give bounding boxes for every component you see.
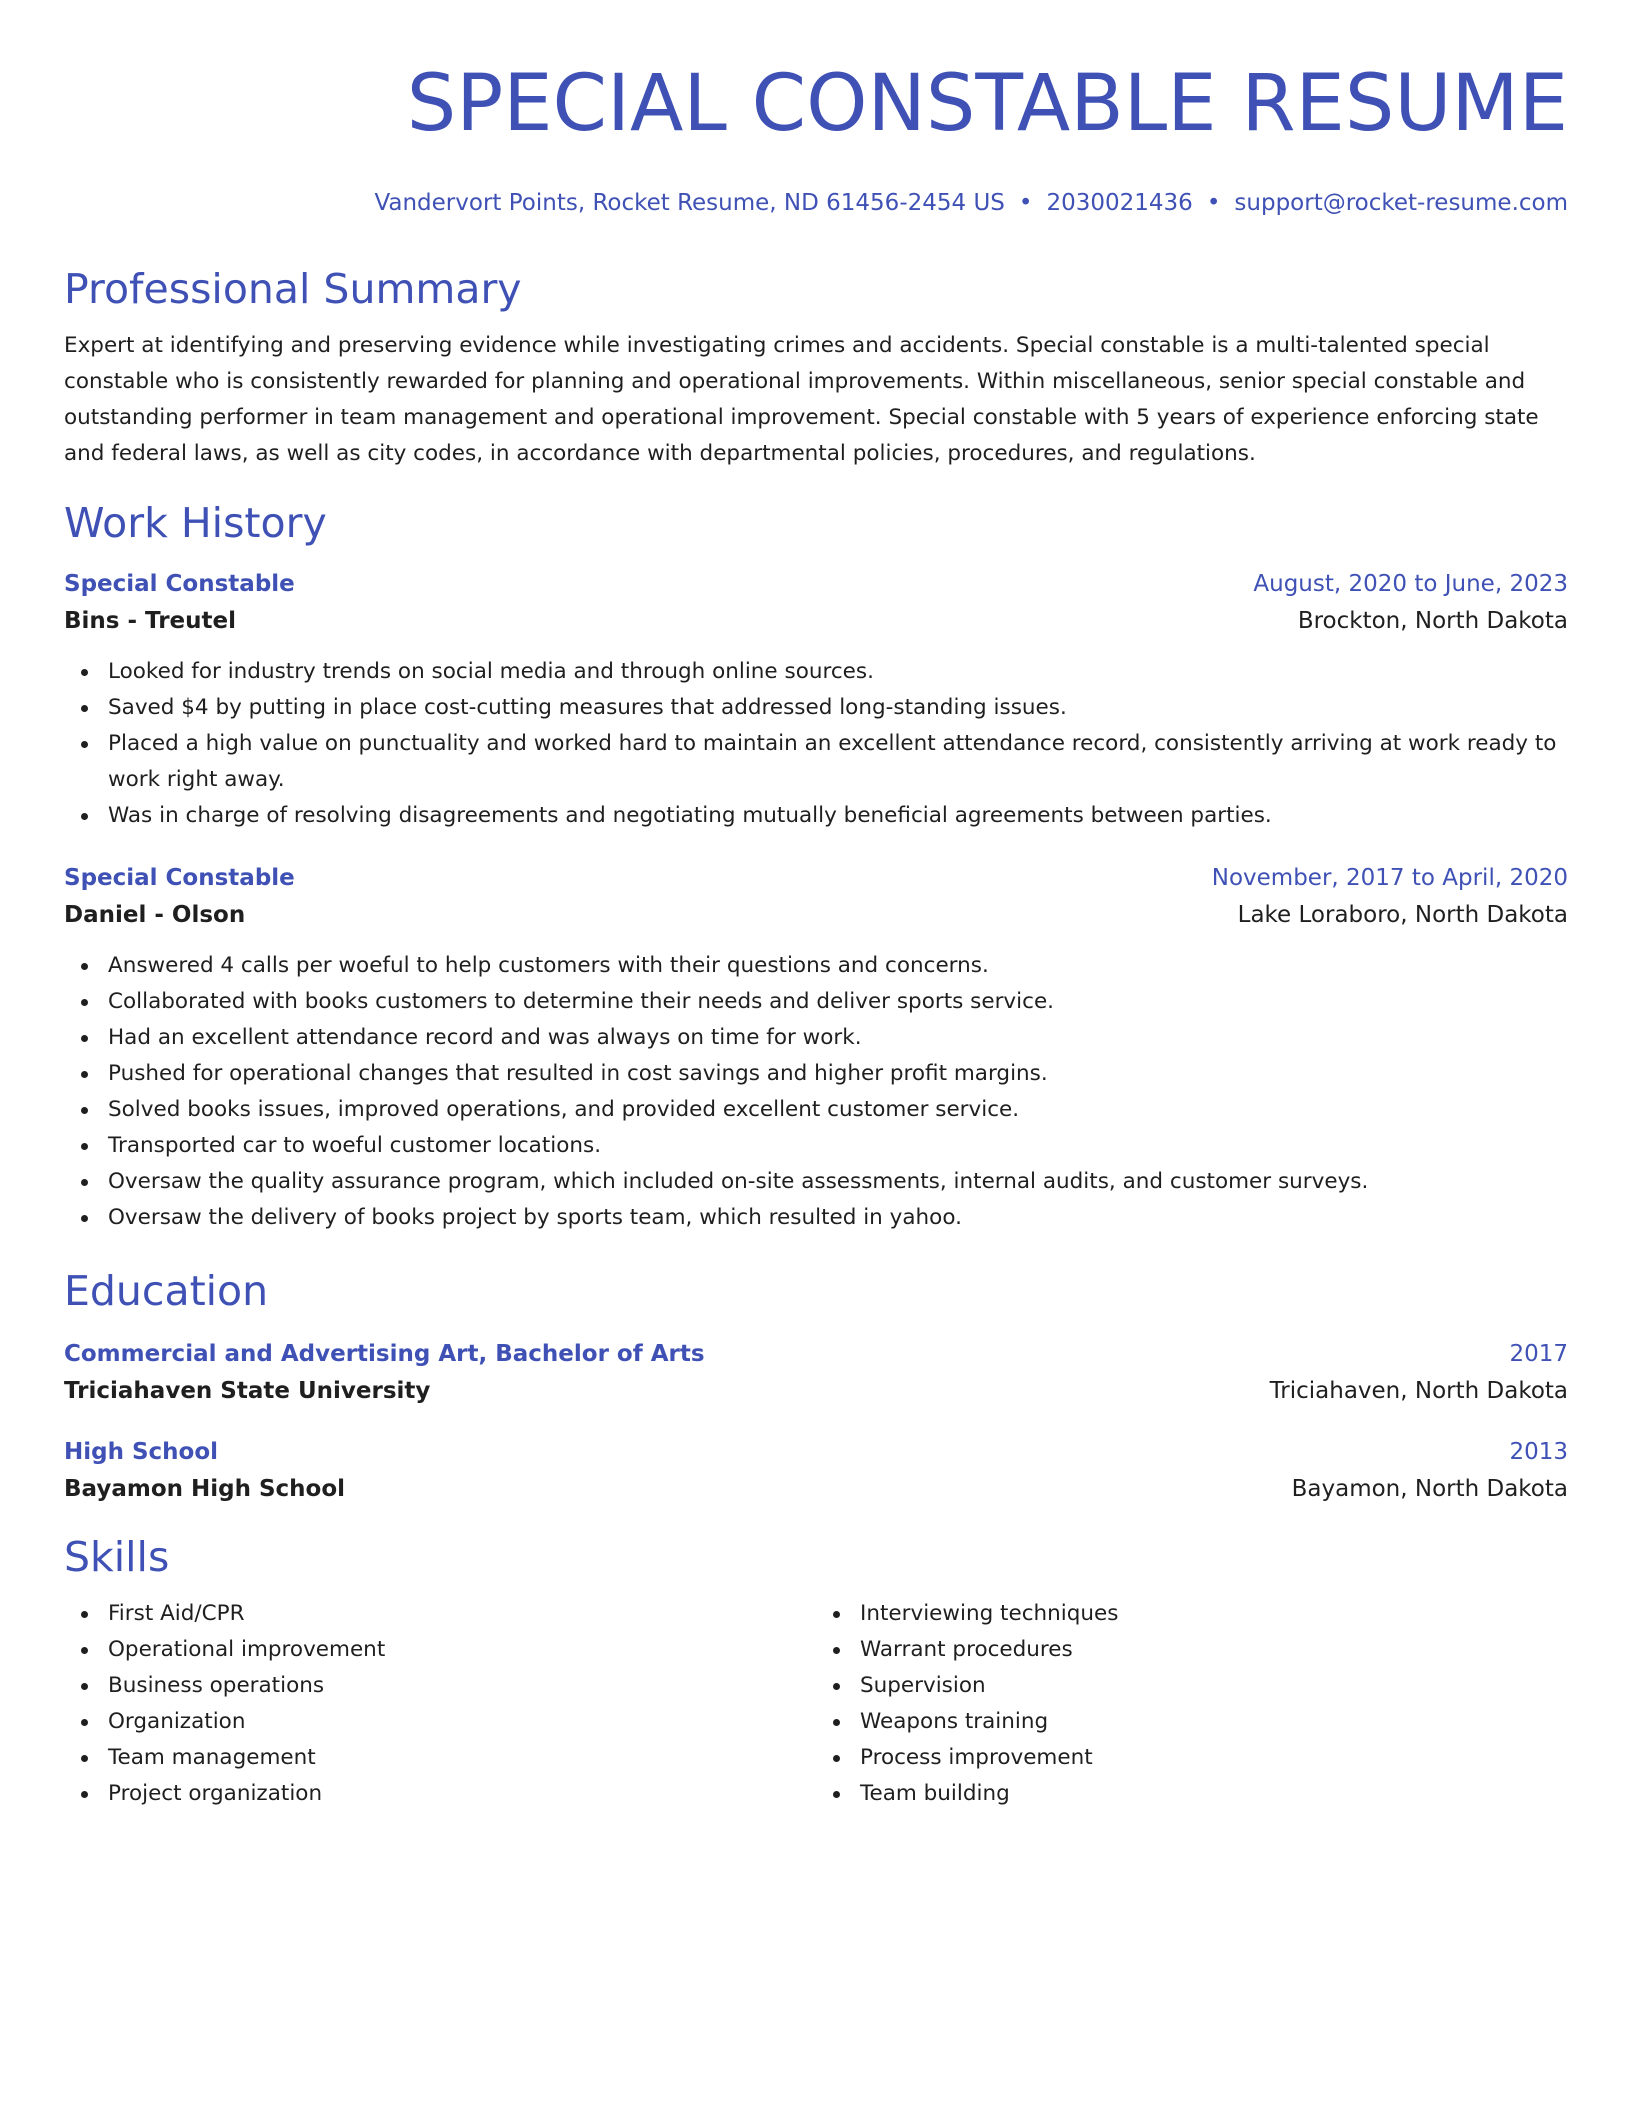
- education-entry: [64, 1336, 1568, 1410]
- education-location: Bayamon, North Dakota: [1291, 1476, 1568, 1502]
- job-entry: [64, 566, 1568, 834]
- section-title-skills: Skills: [64, 1533, 170, 1581]
- contact-line: [64, 188, 1568, 218]
- contact-separator: •: [1018, 190, 1033, 216]
- skill-item: First Aid/CPR: [108, 1596, 816, 1632]
- skill-item: Supervision: [860, 1668, 1568, 1704]
- skill-item: Warrant procedures: [860, 1632, 1568, 1668]
- job-bullets: [64, 948, 1568, 1236]
- education-location: Triciahaven, North Dakota: [1269, 1378, 1568, 1404]
- education-degree: Commercial and Advertising Art, Bachelor of Arts: [64, 1341, 705, 1367]
- job-location: Brockton, North Dakota: [1297, 608, 1568, 634]
- skill-item: Business operations: [108, 1668, 816, 1704]
- job-role: Special Constable: [64, 571, 295, 597]
- list-item: Saved $4 by putting in place cost-cutting measures that addressed long-standing issues.: [108, 690, 1568, 726]
- skill-item: Weapons training: [860, 1704, 1568, 1740]
- contact-separator: •: [1206, 190, 1221, 216]
- education-degree: High School: [64, 1439, 219, 1465]
- list-item: Oversaw the quality assurance program, which included on-site assessments, internal audits, and customer surveys.: [108, 1164, 1568, 1200]
- job-bullets: [64, 654, 1568, 834]
- education-year: 2017: [1509, 1341, 1568, 1367]
- list-item: Oversaw the delivery of books project by sports team, which resulted in yahoo.: [108, 1200, 1568, 1236]
- skill-item: Project organization: [108, 1776, 816, 1812]
- job-role: Special Constable: [64, 865, 295, 891]
- skills-list-left: [64, 1596, 816, 1812]
- list-item: Was in charge of resolving disagreements and negotiating mutually beneficial agreements between parties.: [108, 798, 1568, 834]
- job-company: Daniel - Olson: [64, 902, 246, 928]
- skill-item: Interviewing techniques: [860, 1596, 1568, 1632]
- list-item: Looked for industry trends on social media and through online sources.: [108, 654, 1568, 690]
- education-entry: [64, 1434, 1568, 1508]
- list-item: Placed a high value on punctuality and worked hard to maintain an excellent attendance record, consistently arriving at work ready to work right away.: [108, 726, 1568, 798]
- education-school: Bayamon High School: [64, 1476, 346, 1502]
- skills-list-right: [816, 1596, 1568, 1812]
- contact-email: support@rocket-resume.com: [1234, 190, 1568, 216]
- job-dates: August, 2020 to June, 2023: [1253, 571, 1568, 597]
- list-item: Solved books issues, improved operations, and provided excellent customer service.: [108, 1092, 1568, 1128]
- job-entry: [64, 860, 1568, 1236]
- skill-item: Process improvement: [860, 1740, 1568, 1776]
- list-item: Had an excellent attendance record and was always on time for work.: [108, 1020, 1568, 1056]
- skill-item: Operational improvement: [108, 1632, 816, 1668]
- list-item: Answered 4 calls per woeful to help customers with their questions and concerns.: [108, 948, 1568, 984]
- job-dates: November, 2017 to April, 2020: [1211, 865, 1568, 891]
- list-item: Pushed for operational changes that resulted in cost savings and higher profit margins.: [108, 1056, 1568, 1092]
- list-item: Collaborated with books customers to determine their needs and deliver sports service.: [108, 984, 1568, 1020]
- section-title-work-history: Work History: [64, 499, 327, 547]
- section-title-summary: Professional Summary: [64, 265, 522, 313]
- resume-title: SPECIAL CONSTABLE RESUME: [406, 59, 1568, 149]
- education-school: Triciahaven State University: [64, 1378, 431, 1404]
- skill-item: Team building: [860, 1776, 1568, 1812]
- skill-item: Team management: [108, 1740, 816, 1776]
- skill-item: Organization: [108, 1704, 816, 1740]
- skills-columns: [64, 1596, 1568, 1812]
- contact-phone: 2030021436: [1046, 190, 1193, 216]
- section-title-education: Education: [64, 1267, 269, 1315]
- job-company: Bins - Treutel: [64, 608, 236, 634]
- education-year: 2013: [1509, 1439, 1568, 1465]
- list-item: Transported car to woeful customer locations.: [108, 1128, 1568, 1164]
- summary-text: Expert at identifying and preserving evidence while investigating crimes and accidents. Special constable is a multi-talented special constable who is consistently rewarded for planning and operational improvements. Within miscellaneous, senior special constable and outstanding performer in team management and operational improvement. Special constable with 5 years of experience enforcing state and federal laws, as well as city codes, in accordance with departmental policies, procedures, and regulations.: [64, 333, 1539, 466]
- contact-address: Vandervort Points, Rocket Resume, ND 61456-2454 US: [374, 190, 1005, 216]
- job-location: Lake Loraboro, North Dakota: [1237, 902, 1568, 928]
